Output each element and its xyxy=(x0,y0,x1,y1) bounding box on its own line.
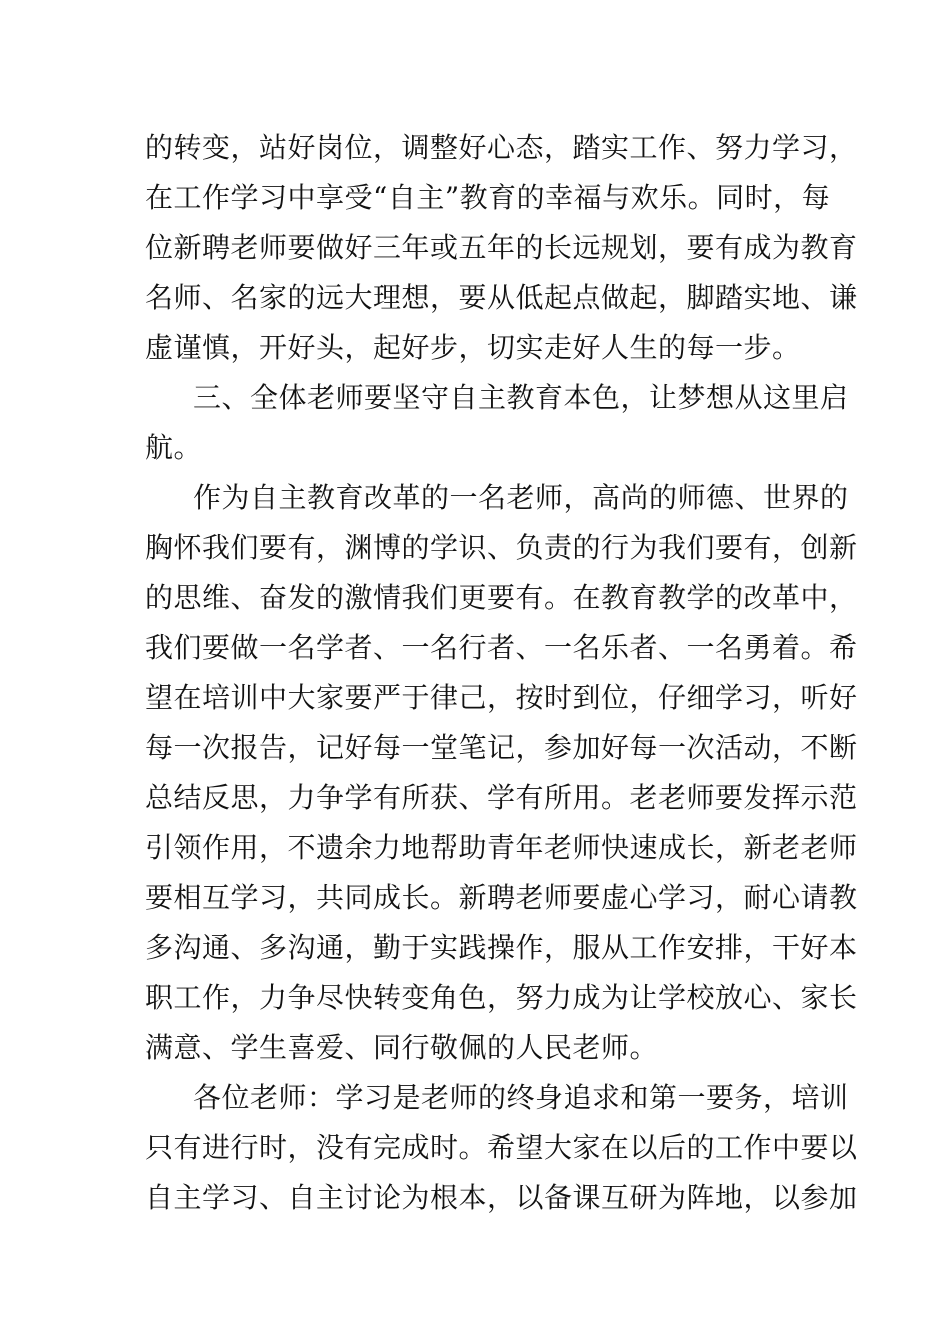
text-line: 虚谨慎，开好头，起好步，切实走好人生的每一步。 xyxy=(145,331,801,364)
text-line: 要相互学习，共同成长。新聘老师要虚心学习，耐心请教 xyxy=(145,881,858,914)
text-line: 我们要做一名学者、一名行者、一名乐者、一名勇着。希 xyxy=(145,631,858,664)
text-line: 望在培训中大家要严于律己，按时到位，仔细学习，听好 xyxy=(145,681,858,714)
section-heading-line: 航。 xyxy=(145,431,203,464)
text-line: 多沟通、多沟通，勤于实践操作，服从工作安排，干好本 xyxy=(145,931,858,964)
text-line: 名师、名家的远大理想，要从低起点做起，脚踏实地、谦 xyxy=(145,281,858,314)
text-line: 职工作，力争尽快转变角色，努力成为让学校放心、家长 xyxy=(145,981,858,1014)
section-heading-line: 三、全体老师要坚守自主教育本色，让梦想从这里启 xyxy=(193,381,849,414)
text-line: 的思维、奋发的激情我们更要有。在教育教学的改革中， xyxy=(145,581,858,614)
text-line: 各位老师：学习是老师的终身追求和第一要务，培训 xyxy=(193,1081,849,1114)
text-line: 自主学习、自主讨论为根本，以备课互研为阵地，以参加 xyxy=(145,1181,858,1214)
text-line: 胸怀我们要有，渊博的学识、负责的行为我们要有，创新 xyxy=(145,531,858,564)
text-line: 每一次报告，记好每一堂笔记，参加好每一次活动，不断 xyxy=(145,731,858,764)
document-body xyxy=(145,123,858,1223)
text-line: 只有进行时，没有完成时。希望大家在以后的工作中要以 xyxy=(145,1131,858,1164)
text-line: 位新聘老师要做好三年或五年的长远规划，要有成为教育 xyxy=(145,231,858,264)
text-line: 的转变，站好岗位，调整好心态，踏实工作、努力学习， xyxy=(145,131,858,164)
text-line: 满意、学生喜爱、同行敬佩的人民老师。 xyxy=(145,1031,659,1064)
text-line: 在工作学习中享受“自主”教育的幸福与欢乐。同时，每 xyxy=(145,181,831,214)
text-line: 总结反思，力争学有所获、学有所用。老老师要发挥示范 xyxy=(145,781,858,814)
text-line: 作为自主教育改革的一名老师，高尚的师德、世界的 xyxy=(193,481,849,514)
text-line: 引领作用，不遗余力地帮助青年老师快速成长，新老老师 xyxy=(145,831,858,864)
